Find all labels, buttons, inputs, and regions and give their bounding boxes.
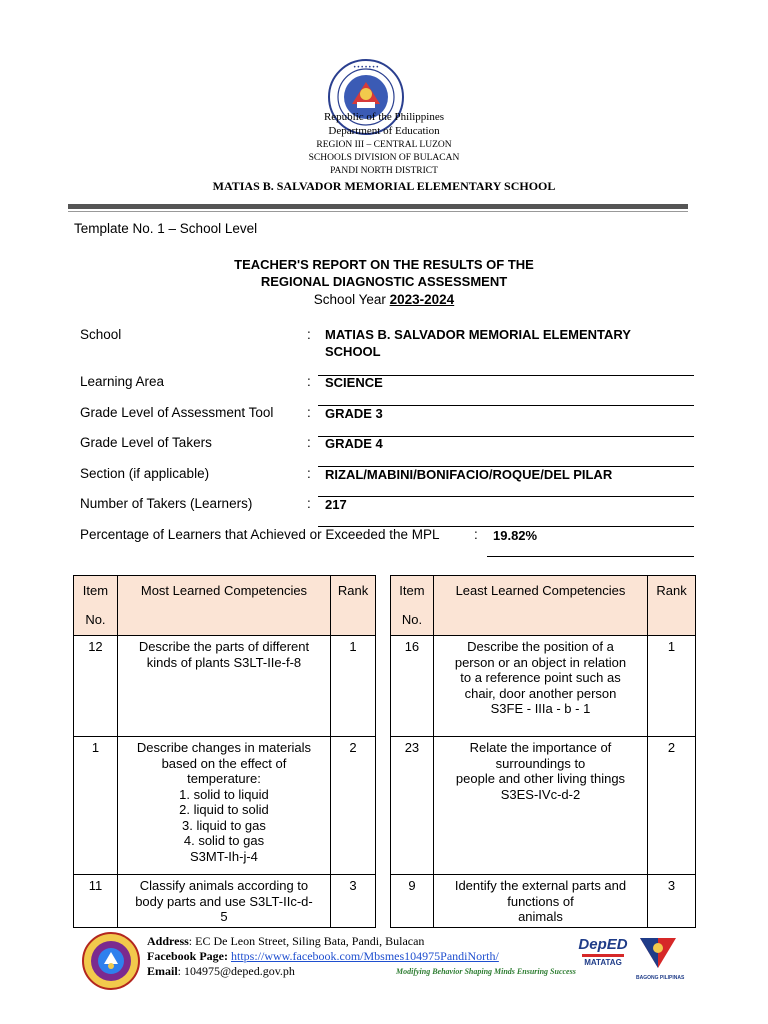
grade-tool-colon: :: [307, 405, 311, 420]
most-item-cell: 1: [74, 737, 118, 875]
bagong-pilipinas-text: BAGONG PILIPINAS: [636, 975, 685, 981]
most-rank-cell: 3: [331, 875, 376, 928]
footer-facebook: [147, 949, 499, 964]
school-year-value: 2023-2024: [389, 292, 455, 307]
least-rank-cell: 2: [648, 737, 696, 875]
header-district: PANDI NORTH DISTRICT: [330, 166, 438, 176]
template-label: Template No. 1 – School Level: [74, 221, 258, 236]
most-item-header: Item No.: [74, 576, 118, 636]
most-learned-table: [73, 575, 376, 928]
least-item-cell: 16: [391, 636, 434, 737]
header-region: REGION III – CENTRAL LUZON: [316, 140, 452, 150]
section-value: RIZAL/MABINI/BONIFACIO/ROQUE/DEL PILAR: [325, 467, 613, 482]
learning-area-label: Learning Area: [80, 374, 165, 389]
footer-tagline: Modifying Behavior Shaping Minds Ensuring Success: [396, 967, 576, 976]
least-item-cell: 23: [391, 737, 434, 875]
table-row: [391, 636, 696, 737]
school-colon: :: [307, 327, 311, 342]
facebook-link[interactable]: https://www.facebook.com/Mbsmes104975PandiNorth/: [230, 949, 499, 963]
school-value-line2: SCHOOL: [325, 344, 381, 359]
footer-address: [147, 934, 424, 949]
mpl-underline: [487, 556, 694, 557]
grade-tool-value: GRADE 3: [325, 406, 383, 421]
header-republic: Republic of the Philippines: [323, 111, 445, 123]
school-year-label: School Year: [313, 292, 386, 307]
learning-area-colon: :: [307, 374, 311, 389]
least-competency-cell: Describe the position of a person or an object in relation to a reference point such as chair, door another person S3FE - IIIa - b - 1: [433, 636, 647, 737]
most-competency-cell: Describe changes in materials based on the effect of temperature: 1. solid to liquid 2. liquid to solid 3. liquid to gas 4. solid to gas S3MT-Ih-j-4: [117, 737, 330, 875]
least-learned-header-row: [391, 576, 696, 636]
school-year: [0, 292, 768, 307]
table-row: [391, 737, 696, 875]
email-label: Email: [147, 964, 178, 978]
deped-logo-bar: [582, 954, 624, 957]
table-row: [74, 875, 376, 928]
grade-takers-colon: :: [307, 435, 311, 450]
most-rank-header: Rank: [331, 576, 376, 636]
takers-label: Number of Takers (Learners): [80, 496, 253, 511]
least-item-header: Item No.: [391, 576, 434, 636]
least-item-cell: 9: [391, 875, 434, 928]
most-competency-cell: Classify animals according to body parts and use S3LT-IIc-d- 5: [117, 875, 330, 928]
header-division: SCHOOLS DIVISION OF BULACAN: [308, 153, 460, 163]
least-competency-cell: Identify the external parts and functions of animals: [433, 875, 647, 928]
report-title-line1: TEACHER'S REPORT ON THE RESULTS OF THE: [234, 257, 534, 272]
header-department: Department of Education: [328, 125, 440, 137]
school-value-line1: MATIAS B. SALVADOR MEMORIAL ELEMENTARY: [325, 327, 631, 342]
least-competency-cell: Relate the importance of surroundings to people and other living things S3ES-IVc-d-2: [433, 737, 647, 875]
section-label: Section (if applicable): [80, 466, 210, 481]
least-learned-table: [390, 575, 696, 928]
address-label: Address: [147, 934, 189, 948]
table-row: [74, 737, 376, 875]
least-rank-cell: 1: [648, 636, 696, 737]
least-rank-header: Rank: [648, 576, 696, 636]
report-title-line2: REGIONAL DIAGNOSTIC ASSESSMENT: [260, 274, 508, 289]
mpl-colon: :: [474, 527, 478, 542]
school-seal-icon: [82, 932, 140, 990]
section-underline: [318, 496, 694, 497]
mpl-label: Percentage of Learners that Achieved or Exceeded the MPL: [80, 527, 440, 542]
most-rank-cell: 2: [331, 737, 376, 875]
facebook-label: Facebook Page:: [147, 949, 228, 963]
header-divider-thin: [68, 211, 688, 212]
header-divider: [68, 204, 688, 209]
bagong-pilipinas-logo-icon: [636, 934, 685, 981]
learning-area-value: SCIENCE: [325, 375, 383, 390]
grade-tool-label: Grade Level of Assessment Tool: [80, 405, 274, 420]
most-competency-cell: Describe the parts of different kinds of plants S3LT-IIe-f-8: [117, 636, 330, 737]
deped-matatag-logo: [578, 936, 628, 967]
header-school-name: MATIAS B. SALVADOR MEMORIAL ELEMENTARY SCHOOL: [212, 179, 556, 193]
least-rank-cell: 3: [648, 875, 696, 928]
matatag-text: MATATAG: [584, 958, 622, 967]
most-item-cell: 12: [74, 636, 118, 737]
grade-takers-value: GRADE 4: [325, 436, 383, 451]
most-item-cell: 11: [74, 875, 118, 928]
deped-logo-text: DepED: [578, 936, 628, 953]
school-label: School: [80, 327, 122, 342]
mpl-value: 19.82%: [493, 528, 538, 543]
most-rank-cell: 1: [331, 636, 376, 737]
table-row: [74, 636, 376, 737]
least-competency-header: Least Learned Competencies: [433, 576, 647, 636]
takers-value: 217: [325, 497, 347, 512]
section-colon: :: [307, 466, 311, 481]
grade-takers-label: Grade Level of Takers: [80, 435, 212, 450]
takers-colon: :: [307, 496, 311, 511]
most-learned-header-row: [74, 576, 376, 636]
most-competency-header: Most Learned Competencies: [117, 576, 330, 636]
address-value: : EC De Leon Street, Siling Bata, Pandi, Bulacan: [188, 934, 425, 948]
email-value: : 104975@deped.gov.ph: [177, 964, 295, 978]
footer-email: [147, 964, 295, 979]
table-row: [391, 875, 696, 928]
svg-text:• • • • • • •: • • • • • • •: [353, 65, 379, 71]
